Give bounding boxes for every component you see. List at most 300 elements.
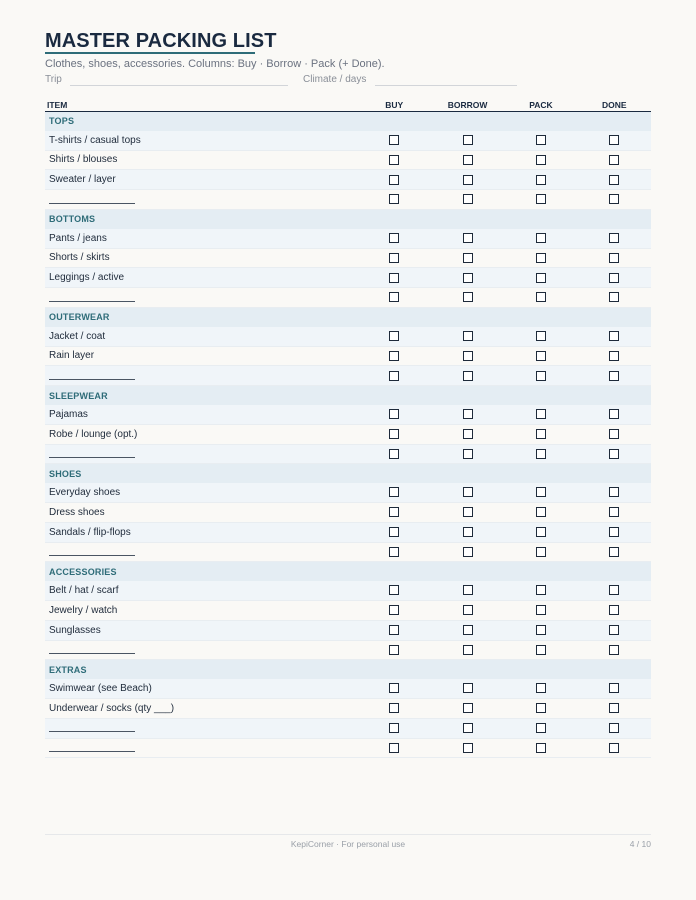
table-row: [45, 679, 651, 698]
borrow-cell: [431, 150, 504, 170]
category-label: SHOES: [45, 464, 651, 483]
pack-checkbox[interactable]: [536, 507, 546, 517]
blank-item-field[interactable]: [45, 640, 358, 660]
packing-table: [45, 96, 651, 758]
borrow-checkbox[interactable]: [463, 743, 473, 753]
table-row: [45, 640, 651, 660]
blank-item-field[interactable]: [45, 738, 358, 758]
table-row: [45, 483, 651, 502]
pack-checkbox[interactable]: [536, 135, 546, 145]
borrow-checkbox[interactable]: [463, 429, 473, 439]
done-cell: [578, 444, 651, 464]
buy-cell: [358, 150, 431, 170]
item-name: Rain layer: [45, 346, 358, 366]
done-checkbox[interactable]: [609, 273, 619, 283]
done-cell: [578, 229, 651, 248]
blank-item-field[interactable]: [45, 444, 358, 464]
borrow-checkbox[interactable]: [463, 253, 473, 263]
pack-cell: [504, 718, 577, 738]
pack-cell: [504, 600, 577, 620]
buy-checkbox[interactable]: [389, 527, 399, 537]
done-cell: [578, 346, 651, 366]
pack-checkbox[interactable]: [536, 449, 546, 459]
borrow-checkbox[interactable]: [463, 683, 473, 693]
table-body: [45, 112, 651, 758]
pack-cell: [504, 581, 577, 600]
buy-cell: [358, 170, 431, 190]
buy-cell: [358, 424, 431, 444]
done-checkbox[interactable]: [609, 703, 619, 713]
footer-divider: [45, 834, 651, 835]
done-checkbox[interactable]: [609, 351, 619, 361]
item-name: Swimwear (see Beach): [45, 679, 358, 698]
done-cell: [578, 600, 651, 620]
table-row: [45, 131, 651, 150]
trip-label: Trip: [45, 74, 62, 85]
pack-cell: [504, 150, 577, 170]
pack-cell: [504, 229, 577, 248]
item-name: Sunglasses: [45, 620, 358, 640]
table-row: [45, 150, 651, 170]
done-checkbox[interactable]: [609, 683, 619, 693]
pack-cell: [504, 698, 577, 718]
table-row: [45, 346, 651, 366]
pack-cell: [504, 248, 577, 268]
item-name: Jewelry / watch: [45, 600, 358, 620]
done-checkbox[interactable]: [609, 449, 619, 459]
borrow-checkbox[interactable]: [463, 233, 473, 243]
category-row: [45, 386, 651, 405]
buy-cell: [358, 581, 431, 600]
table-row: [45, 424, 651, 444]
pack-cell: [504, 288, 577, 308]
buy-checkbox[interactable]: [389, 743, 399, 753]
borrow-checkbox[interactable]: [463, 292, 473, 302]
done-checkbox[interactable]: [609, 194, 619, 204]
table-row: [45, 522, 651, 542]
pack-cell: [504, 679, 577, 698]
table-row: [45, 738, 651, 758]
pack-checkbox[interactable]: [536, 585, 546, 595]
category-row: [45, 464, 651, 483]
buy-checkbox[interactable]: [389, 547, 399, 557]
borrow-cell: [431, 268, 504, 288]
pack-cell: [504, 170, 577, 190]
borrow-cell: [431, 170, 504, 190]
pack-cell: [504, 424, 577, 444]
pack-checkbox[interactable]: [536, 175, 546, 185]
done-cell: [578, 502, 651, 522]
done-checkbox[interactable]: [609, 625, 619, 635]
done-checkbox[interactable]: [609, 429, 619, 439]
blank-write-line[interactable]: [49, 547, 135, 556]
buy-checkbox[interactable]: [389, 175, 399, 185]
done-cell: [578, 424, 651, 444]
borrow-checkbox[interactable]: [463, 625, 473, 635]
done-cell: [578, 170, 651, 190]
buy-checkbox[interactable]: [389, 233, 399, 243]
item-name: Underwear / socks (qty ___): [45, 698, 358, 718]
pack-cell: [504, 268, 577, 288]
buy-checkbox[interactable]: [389, 429, 399, 439]
item-name: Shorts / skirts: [45, 248, 358, 268]
climate-label: Climate / days: [303, 74, 367, 85]
pack-checkbox[interactable]: [536, 683, 546, 693]
borrow-checkbox[interactable]: [463, 585, 473, 595]
blank-item-field[interactable]: [45, 542, 358, 562]
borrow-cell: [431, 542, 504, 562]
pack-cell: [504, 190, 577, 210]
item-name: Pants / jeans: [45, 229, 358, 248]
blank-write-line[interactable]: [49, 449, 135, 458]
category-label: BOTTOMS: [45, 209, 651, 228]
blank-write-line[interactable]: [49, 195, 135, 204]
pack-cell: [504, 131, 577, 150]
buy-cell: [358, 483, 431, 502]
borrow-checkbox[interactable]: [463, 331, 473, 341]
pack-checkbox[interactable]: [536, 487, 546, 497]
pack-checkbox[interactable]: [536, 723, 546, 733]
pack-checkbox[interactable]: [536, 292, 546, 302]
pack-cell: [504, 346, 577, 366]
borrow-checkbox[interactable]: [463, 273, 473, 283]
pack-checkbox[interactable]: [536, 233, 546, 243]
buy-checkbox[interactable]: [389, 723, 399, 733]
buy-checkbox[interactable]: [389, 194, 399, 204]
buy-cell: [358, 502, 431, 522]
item-name: Pajamas: [45, 405, 358, 424]
category-label: TOPS: [45, 112, 651, 131]
done-cell: [578, 405, 651, 424]
buy-cell: [358, 288, 431, 308]
borrow-cell: [431, 600, 504, 620]
table-row: [45, 229, 651, 248]
buy-cell: [358, 738, 431, 758]
table-row: [45, 698, 651, 718]
buy-checkbox[interactable]: [389, 625, 399, 635]
pack-checkbox[interactable]: [536, 409, 546, 419]
buy-cell: [358, 620, 431, 640]
blank-item-field[interactable]: [45, 288, 358, 308]
borrow-cell: [431, 424, 504, 444]
borrow-checkbox[interactable]: [463, 487, 473, 497]
pack-checkbox[interactable]: [536, 645, 546, 655]
done-checkbox[interactable]: [609, 585, 619, 595]
pack-cell: [504, 738, 577, 758]
category-row: [45, 209, 651, 228]
pack-checkbox[interactable]: [536, 605, 546, 615]
done-cell: [578, 581, 651, 600]
item-name: Shirts / blouses: [45, 150, 358, 170]
buy-checkbox[interactable]: [389, 253, 399, 263]
buy-checkbox[interactable]: [389, 351, 399, 361]
table-row: [45, 268, 651, 288]
buy-cell: [358, 640, 431, 660]
borrow-checkbox[interactable]: [463, 723, 473, 733]
category-row: [45, 307, 651, 326]
pack-checkbox[interactable]: [536, 273, 546, 283]
buy-cell: [358, 229, 431, 248]
buy-cell: [358, 522, 431, 542]
buy-checkbox[interactable]: [389, 585, 399, 595]
category-row: [45, 660, 651, 679]
buy-checkbox[interactable]: [389, 273, 399, 283]
borrow-checkbox[interactable]: [463, 703, 473, 713]
borrow-checkbox[interactable]: [463, 409, 473, 419]
item-name: Dress shoes: [45, 502, 358, 522]
buy-checkbox[interactable]: [389, 331, 399, 341]
page-subtitle: Clothes, shoes, accessories. Columns: Buy · Borrow · Pack (+ Done).: [45, 58, 385, 70]
done-cell: [578, 327, 651, 346]
blank-write-line[interactable]: [49, 293, 135, 302]
done-cell: [578, 150, 651, 170]
done-cell: [578, 620, 651, 640]
item-name: Leggings / active: [45, 268, 358, 288]
category-row: [45, 562, 651, 581]
table-row: [45, 190, 651, 210]
buy-cell: [358, 346, 431, 366]
item-name: Jacket / coat: [45, 327, 358, 346]
pack-checkbox[interactable]: [536, 371, 546, 381]
borrow-cell: [431, 190, 504, 210]
done-cell: [578, 366, 651, 386]
borrow-checkbox[interactable]: [463, 194, 473, 204]
pack-checkbox[interactable]: [536, 429, 546, 439]
category-row: [45, 112, 651, 131]
item-name: T-shirts / casual tops: [45, 131, 358, 150]
borrow-cell: [431, 640, 504, 660]
item-name: Everyday shoes: [45, 483, 358, 502]
borrow-cell: [431, 698, 504, 718]
pack-checkbox[interactable]: [536, 547, 546, 557]
table-header-row: [45, 96, 651, 112]
done-cell: [578, 718, 651, 738]
pack-checkbox[interactable]: [536, 253, 546, 263]
done-checkbox[interactable]: [609, 331, 619, 341]
table-row: [45, 288, 651, 308]
item-name: Belt / hat / scarf: [45, 581, 358, 600]
done-checkbox[interactable]: [609, 233, 619, 243]
borrow-checkbox[interactable]: [463, 547, 473, 557]
done-cell: [578, 679, 651, 698]
buy-cell: [358, 600, 431, 620]
borrow-checkbox[interactable]: [463, 155, 473, 165]
buy-checkbox[interactable]: [389, 507, 399, 517]
table-row: [45, 502, 651, 522]
pack-cell: [504, 366, 577, 386]
borrow-checkbox[interactable]: [463, 351, 473, 361]
table-row: [45, 620, 651, 640]
borrow-cell: [431, 679, 504, 698]
borrow-checkbox[interactable]: [463, 645, 473, 655]
buy-checkbox[interactable]: [389, 605, 399, 615]
blank-item-field[interactable]: [45, 366, 358, 386]
done-checkbox[interactable]: [609, 371, 619, 381]
pack-cell: [504, 640, 577, 660]
page-title: MASTER PACKING LIST: [45, 30, 277, 52]
done-cell: [578, 738, 651, 758]
table-row: [45, 170, 651, 190]
buy-checkbox[interactable]: [389, 371, 399, 381]
buy-checkbox[interactable]: [389, 292, 399, 302]
buy-cell: [358, 131, 431, 150]
borrow-checkbox[interactable]: [463, 371, 473, 381]
buy-cell: [358, 679, 431, 698]
done-checkbox[interactable]: [609, 409, 619, 419]
table-row: [45, 542, 651, 562]
done-checkbox[interactable]: [609, 135, 619, 145]
done-checkbox[interactable]: [609, 527, 619, 537]
borrow-cell: [431, 131, 504, 150]
trip-meta: [45, 74, 651, 88]
pack-cell: [504, 483, 577, 502]
pack-cell: [504, 620, 577, 640]
buy-checkbox[interactable]: [389, 645, 399, 655]
done-checkbox[interactable]: [609, 547, 619, 557]
column-header-done: DONE: [578, 96, 651, 112]
done-checkbox[interactable]: [609, 605, 619, 615]
buy-checkbox[interactable]: [389, 409, 399, 419]
buy-checkbox[interactable]: [389, 487, 399, 497]
pack-checkbox[interactable]: [536, 625, 546, 635]
done-cell: [578, 698, 651, 718]
borrow-cell: [431, 405, 504, 424]
buy-checkbox[interactable]: [389, 683, 399, 693]
pack-checkbox[interactable]: [536, 527, 546, 537]
blank-write-line[interactable]: [49, 371, 135, 380]
buy-checkbox[interactable]: [389, 135, 399, 145]
buy-cell: [358, 405, 431, 424]
borrow-checkbox[interactable]: [463, 135, 473, 145]
table-row: [45, 718, 651, 738]
done-checkbox[interactable]: [609, 743, 619, 753]
pack-checkbox[interactable]: [536, 155, 546, 165]
category-label: SLEEPWEAR: [45, 386, 651, 405]
item-name: Sandals / flip-flops: [45, 522, 358, 542]
done-cell: [578, 268, 651, 288]
borrow-checkbox[interactable]: [463, 449, 473, 459]
table-row: [45, 327, 651, 346]
done-checkbox[interactable]: [609, 487, 619, 497]
buy-cell: [358, 698, 431, 718]
category-label: ACCESSORIES: [45, 562, 651, 581]
done-checkbox[interactable]: [609, 292, 619, 302]
borrow-cell: [431, 366, 504, 386]
buy-cell: [358, 444, 431, 464]
buy-cell: [358, 366, 431, 386]
borrow-cell: [431, 718, 504, 738]
done-cell: [578, 640, 651, 660]
done-checkbox[interactable]: [609, 645, 619, 655]
table-row: [45, 366, 651, 386]
done-cell: [578, 131, 651, 150]
pack-cell: [504, 522, 577, 542]
buy-checkbox[interactable]: [389, 155, 399, 165]
done-checkbox[interactable]: [609, 253, 619, 263]
buy-cell: [358, 268, 431, 288]
pack-cell: [504, 502, 577, 522]
borrow-cell: [431, 288, 504, 308]
done-cell: [578, 483, 651, 502]
blank-item-field[interactable]: [45, 718, 358, 738]
buy-cell: [358, 718, 431, 738]
table-row: [45, 405, 651, 424]
pack-checkbox[interactable]: [536, 194, 546, 204]
item-name: Sweater / layer: [45, 170, 358, 190]
pack-cell: [504, 327, 577, 346]
done-cell: [578, 288, 651, 308]
pack-checkbox[interactable]: [536, 351, 546, 361]
borrow-checkbox[interactable]: [463, 527, 473, 537]
done-checkbox[interactable]: [609, 155, 619, 165]
borrow-cell: [431, 502, 504, 522]
pack-cell: [504, 542, 577, 562]
done-cell: [578, 248, 651, 268]
column-header-item: ITEM: [45, 96, 358, 112]
table-row: [45, 600, 651, 620]
footer-brand: KepiCorner · For personal use: [290, 839, 406, 849]
category-label: OUTERWEAR: [45, 307, 651, 326]
column-header-pack: PACK: [504, 96, 577, 112]
buy-cell: [358, 542, 431, 562]
blank-write-line[interactable]: [49, 723, 135, 732]
borrow-cell: [431, 346, 504, 366]
borrow-cell: [431, 229, 504, 248]
buy-cell: [358, 248, 431, 268]
climate-field[interactable]: [375, 85, 517, 86]
buy-cell: [358, 190, 431, 210]
pack-checkbox[interactable]: [536, 743, 546, 753]
pack-cell: [504, 405, 577, 424]
borrow-checkbox[interactable]: [463, 507, 473, 517]
page-number: 4 / 10: [629, 839, 651, 849]
done-cell: [578, 522, 651, 542]
pack-checkbox[interactable]: [536, 331, 546, 341]
buy-checkbox[interactable]: [389, 449, 399, 459]
borrow-checkbox[interactable]: [463, 605, 473, 615]
borrow-cell: [431, 620, 504, 640]
column-header-borrow: BORROW: [431, 96, 504, 112]
done-checkbox[interactable]: [609, 507, 619, 517]
blank-write-line[interactable]: [49, 645, 135, 654]
column-header-buy: BUY: [358, 96, 431, 112]
blank-item-field[interactable]: [45, 190, 358, 210]
borrow-cell: [431, 483, 504, 502]
done-cell: [578, 542, 651, 562]
table-row: [45, 444, 651, 464]
pack-checkbox[interactable]: [536, 703, 546, 713]
borrow-checkbox[interactable]: [463, 175, 473, 185]
borrow-cell: [431, 522, 504, 542]
trip-field[interactable]: [70, 85, 288, 86]
buy-checkbox[interactable]: [389, 703, 399, 713]
borrow-cell: [431, 444, 504, 464]
borrow-cell: [431, 327, 504, 346]
blank-write-line[interactable]: [49, 743, 135, 752]
borrow-cell: [431, 248, 504, 268]
pack-cell: [504, 444, 577, 464]
borrow-cell: [431, 738, 504, 758]
buy-cell: [358, 327, 431, 346]
done-checkbox[interactable]: [609, 723, 619, 733]
item-name: Robe / lounge (opt.): [45, 424, 358, 444]
borrow-cell: [431, 581, 504, 600]
title-underline: [45, 52, 255, 54]
table-row: [45, 248, 651, 268]
done-cell: [578, 190, 651, 210]
category-label: EXTRAS: [45, 660, 651, 679]
done-checkbox[interactable]: [609, 175, 619, 185]
